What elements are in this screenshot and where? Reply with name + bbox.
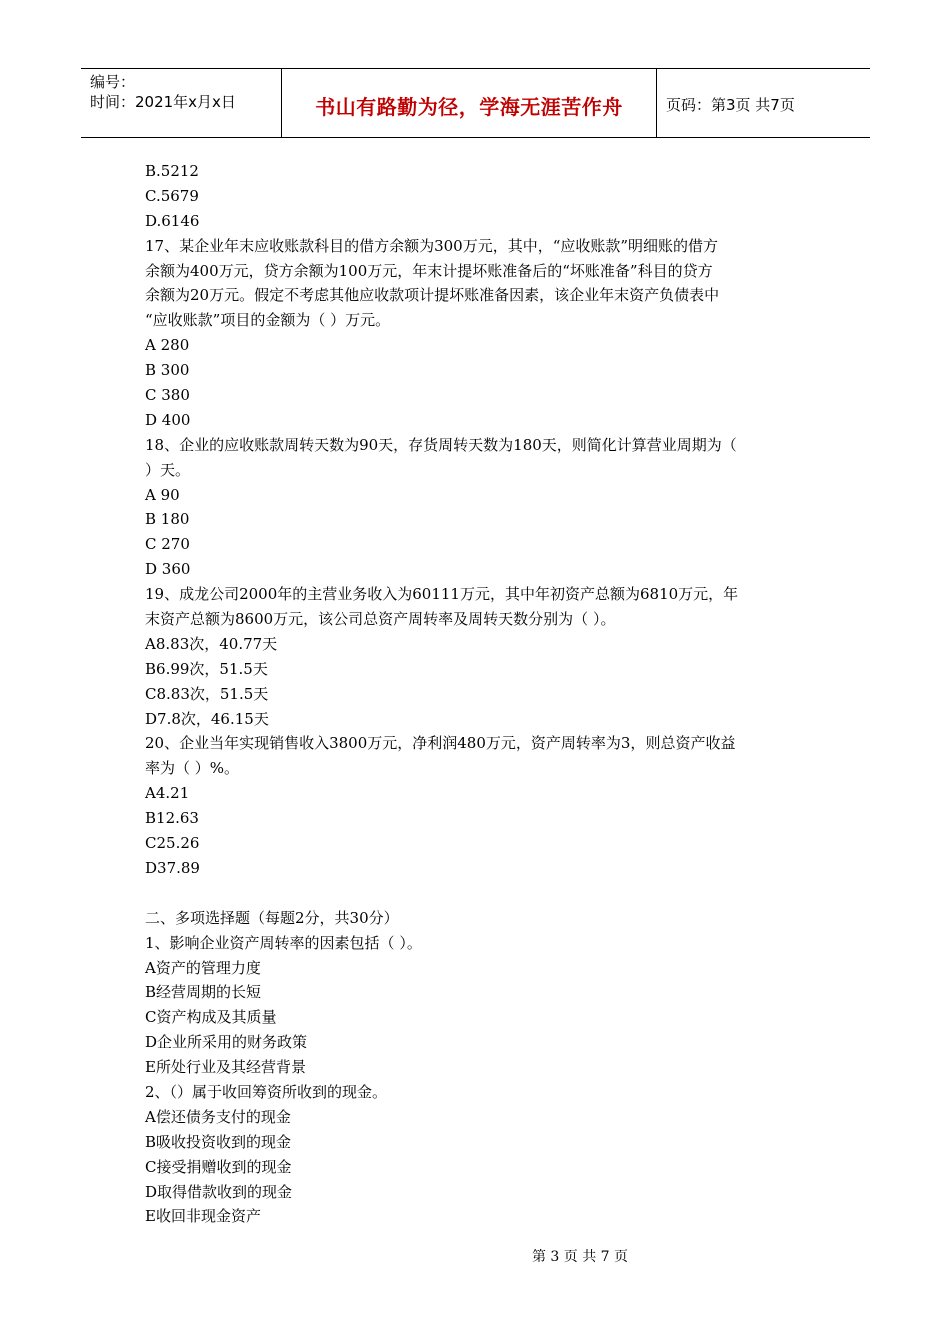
option-line: D37.89: [145, 858, 200, 877]
option-line: A4.21: [145, 784, 190, 803]
page-header: [81, 68, 870, 138]
option-line: C资产构成及其质量: [145, 1008, 277, 1027]
option-line: C25.26: [145, 834, 200, 853]
text-line: C.5679: [145, 186, 199, 205]
blank-line: [145, 881, 810, 906]
question-text: 末资产总额为8600万元，该公司总资产周转率及周转天数分别为（ ）。: [145, 610, 616, 629]
option-line: D 360: [145, 560, 191, 579]
option-line: A资产的管理力度: [145, 958, 261, 977]
text-line: D.6146: [145, 211, 200, 230]
option-line: D企业所采用的财务政策: [145, 1033, 308, 1052]
option-line: A 280: [145, 336, 190, 355]
question-text: 余额为20万元。假定不考虑其他应收款项计提坏账准备因素，该企业年末资产负债表中: [145, 286, 720, 305]
option-line: B6.99次，51.5天: [145, 659, 268, 678]
option-line: C接受捐赠收到的现金: [145, 1157, 292, 1176]
question-text: 17、某企业年末应收账款科目的借方余额为300万元，其中，“应收账款”明细账的借方: [145, 236, 719, 255]
question-text: 18、企业的应收账款周转天数为90天，存货周转天数为180天，则简化计算营业周期为（: [145, 435, 737, 454]
option-line: B12.63: [145, 809, 199, 828]
question-text: 余额为400万元，贷方余额为100万元，年末计提坏账准备后的“坏账准备”科目的贷方: [145, 261, 713, 280]
option-line: A偿还债务支付的现金: [145, 1107, 291, 1126]
header-motto: 书山有路勤为径，学海无涯苦作舟: [315, 95, 623, 119]
question-text: 率为（ ）%。: [145, 759, 240, 778]
question-text: 20、企业当年实现销售收入3800万元，净利润480万元，资产周转率为3，则总资产收益: [145, 734, 736, 753]
option-line: B 300: [145, 361, 190, 380]
question-text: 1、影响企业资产周转率的因素包括（ ）。: [145, 933, 422, 952]
page-footer: 第 3 页 共 7 页: [531, 1249, 629, 1265]
document-number-label: 编号：: [90, 73, 136, 91]
header-page-info: 页码：第3页 共7页: [666, 96, 795, 114]
question-text: 19、成龙公司2000年的主营业务收入为60111万元，其中年初资产总额为6810万元，年: [145, 585, 739, 604]
section-heading: 二、多项选择题（每题2分，共30分）: [145, 908, 399, 927]
option-line: D 400: [145, 410, 191, 429]
document-body: [145, 159, 810, 1229]
option-line: B经营周期的长短: [145, 983, 262, 1002]
option-line: C8.83次，51.5天: [145, 684, 269, 703]
question-text: 2、（）属于收回筹资所收到的现金。: [145, 1082, 388, 1101]
header-left-cell: [81, 69, 281, 137]
text-line: B.5212: [145, 162, 199, 180]
question-text: “应收账款”项目的金额为（ ）万元。: [145, 311, 391, 330]
option-line: E收回非现金资产: [145, 1207, 261, 1226]
option-line: C 380: [145, 386, 190, 405]
header-right-cell: [656, 69, 870, 137]
document-time-label: 时间：2021年x月x日: [90, 93, 236, 111]
option-line: B吸收投资收到的现金: [145, 1132, 292, 1151]
option-line: D取得借款收到的现金: [145, 1182, 293, 1201]
option-line: E所处行业及其经营背景: [145, 1058, 306, 1077]
header-middle-cell: [281, 69, 657, 137]
option-line: D7.8次，46.15天: [145, 709, 269, 728]
option-line: A 90: [145, 485, 180, 504]
option-line: C 270: [145, 535, 190, 554]
option-line: A8.83次，40.77天: [145, 634, 278, 653]
option-line: B 180: [145, 510, 190, 529]
question-text: ）天。: [145, 460, 191, 479]
